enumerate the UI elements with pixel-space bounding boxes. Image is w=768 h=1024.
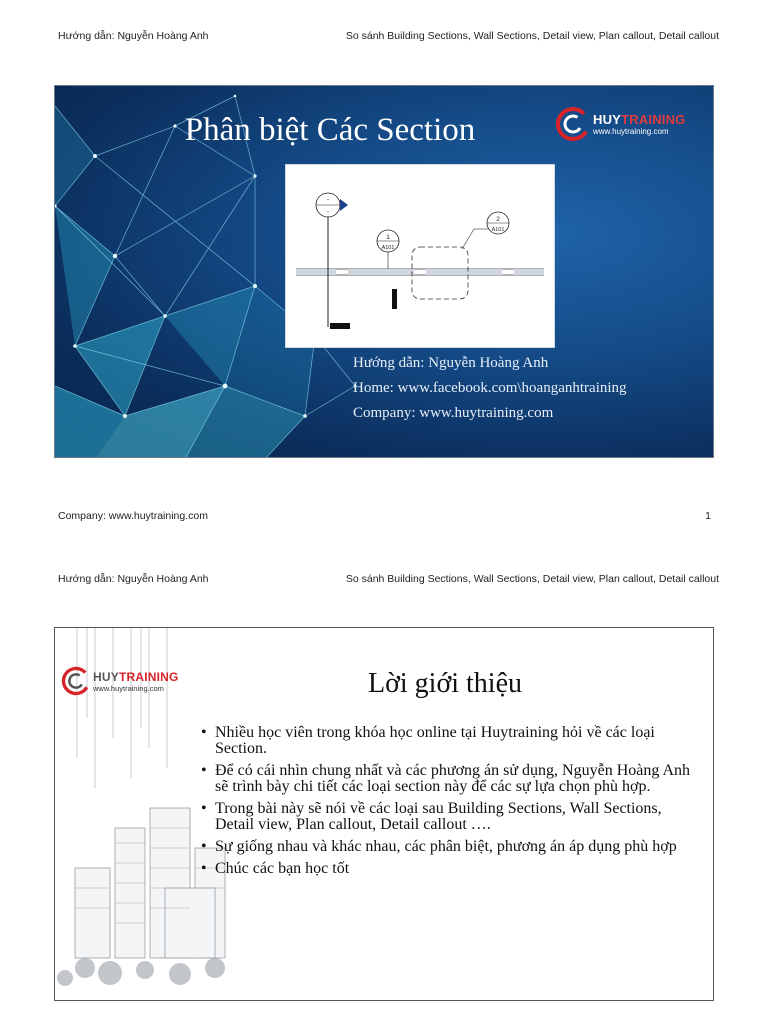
slide1-company-line: Company: www.huytraining.com: [353, 405, 554, 421]
page2-header-topic: So sánh Building Sections, Wall Sections, Detail view, Plan callout, Detail callout: [345, 573, 719, 585]
section-diagram: [286, 165, 554, 347]
bullet-item: • Sự giống nhau và khác nhau, các phân biệt, phương án áp dụng phù hợp: [201, 839, 701, 855]
intro-slide: [54, 627, 714, 1001]
section-head-top-text: -: [326, 197, 330, 204]
huytraining-logo: [555, 106, 705, 146]
page1-footer-company: Company: www.huytraining.com: [58, 510, 208, 522]
section-head-bottom-text: -: [326, 209, 330, 216]
logo2-url: www.huytraining.com: [93, 684, 164, 693]
logo2-brand-huy: HUY: [93, 670, 119, 684]
bullet-item: • Nhiều học viên trong khóa học online tại Huytraining hỏi về các loại Section.: [201, 725, 701, 757]
logo-url: www.huytraining.com: [593, 127, 669, 136]
huytraining-logo-slide2: [61, 666, 191, 702]
tag2-number-text: 2: [496, 216, 500, 223]
logo-mark-icon-slide2: [61, 666, 91, 696]
page1-page-number: 1: [705, 510, 711, 522]
logo-brand-huy: HUY: [593, 112, 622, 127]
page1-header-author: Hướng dẫn: Nguyễn Hoàng Anh: [58, 30, 209, 42]
tag1-number-text: 1: [386, 234, 390, 241]
bullet-item: • Chúc các bạn học tốt: [201, 861, 701, 877]
bullet-item: • Trong bài này sẽ nói về các loại sau Building Sections, Wall Sections, Detail view, Plan callout, Detail callout ….: [201, 801, 701, 833]
page1-header-topic: So sánh Building Sections, Wall Sections, Detail view, Plan callout, Detail callout: [345, 30, 719, 42]
logo2-brand-training: TRAINING: [118, 670, 179, 684]
tag2-sheet-text: A101: [491, 227, 505, 233]
slide1-title: Phân biệt Các Section: [184, 112, 476, 148]
page2-header-author: Hướng dẫn: Nguyễn Hoàng Anh: [58, 573, 209, 585]
slide1-home-line: Home: www.facebook.com\hoanganhtraining: [353, 380, 627, 396]
bullet-item: • Để có cái nhìn chung nhất và các phương án sử dụng, Nguyễn Hoàng Anh sẽ trình bày chi tiết các loại section này để các sự lựa chọn phù hợp.: [201, 763, 701, 795]
slide2-title: Lời giới thiệu: [367, 668, 523, 699]
slide1-author-line: Hướng dẫn: Nguyễn Hoàng Anh: [353, 355, 549, 371]
section-drawing-image: [285, 164, 555, 348]
logo-brand-training: TRAINING: [621, 112, 686, 127]
tag1-sheet-text: A101: [381, 245, 395, 251]
intro-bullet-list: [201, 725, 701, 883]
logo-mark-icon: [555, 106, 591, 142]
title-slide: [54, 85, 714, 458]
